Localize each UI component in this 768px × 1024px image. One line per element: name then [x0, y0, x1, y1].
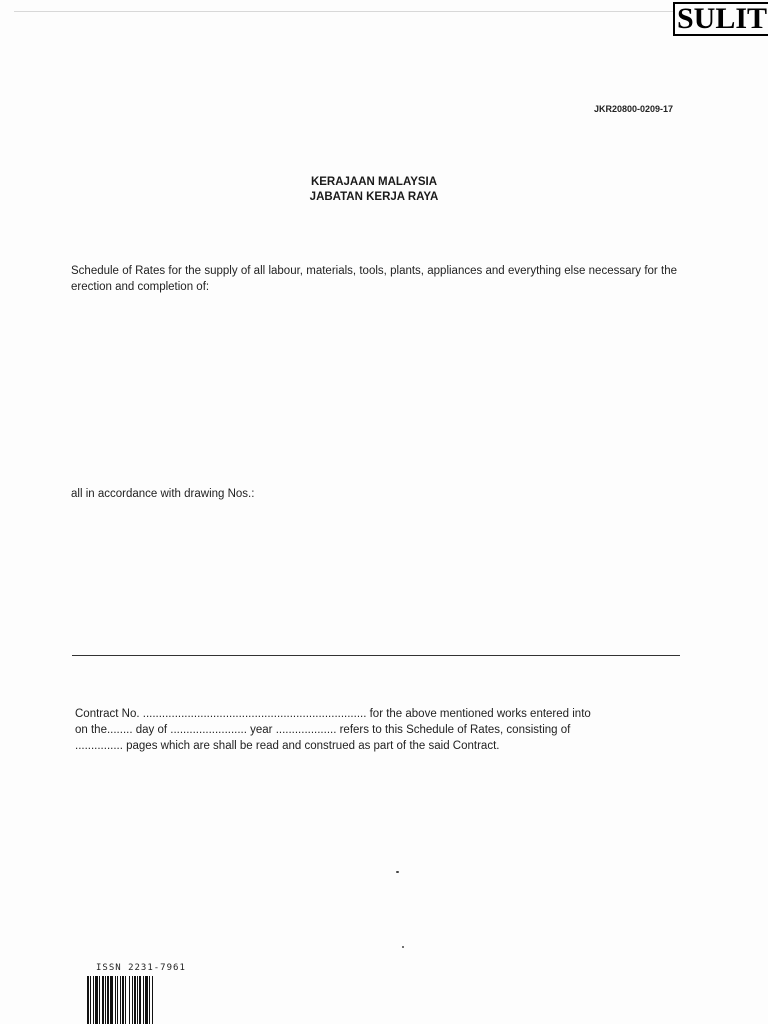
barcode-bar — [137, 976, 138, 1024]
barcode-bar — [149, 976, 150, 1024]
top-scan-rule — [14, 11, 674, 12]
barcode-bar — [120, 976, 121, 1024]
barcode-bar — [105, 976, 106, 1024]
barcode-bar — [134, 976, 136, 1024]
contract-line-3: ............... pages which are shall be read and construed as part of the said Contract. — [75, 740, 500, 752]
heading-department: JABATAN KERJA RAYA — [309, 191, 439, 203]
barcode-bar — [145, 976, 148, 1024]
barcode-bar — [152, 976, 153, 1024]
barcode-bar — [143, 976, 144, 1024]
contract-line-1: Contract No. ...................................................................... for the above mentioned works entered into — [75, 708, 591, 720]
barcode-bar — [102, 976, 104, 1024]
classification-stamp: SULIT — [673, 2, 768, 36]
barcode-bar — [117, 976, 118, 1024]
barcode-bar — [107, 976, 109, 1024]
barcode-bar — [99, 976, 100, 1024]
barcode-bar — [90, 976, 91, 1024]
drawing-numbers-text: all in accordance with drawing Nos.: — [71, 488, 255, 500]
barcode-bar — [95, 976, 98, 1024]
barcode-bar — [87, 976, 89, 1024]
section-divider — [72, 655, 680, 657]
barcode-bar — [93, 976, 94, 1024]
barcode-bar — [122, 976, 124, 1024]
document-heading — [224, 175, 524, 205]
issn-number: ISSN 2231-7961 — [96, 963, 186, 973]
barcode-bar — [110, 976, 113, 1024]
heading-government: KERAJAAN MALAYSIA — [310, 176, 438, 188]
contract-paragraph — [75, 706, 680, 754]
scan-speck — [402, 946, 404, 948]
contract-line-2: on the........ day of ........................ year ................... refers to this Schedule of Rates, consisting of — [75, 724, 571, 736]
barcode-bar — [115, 976, 116, 1024]
barcode-bar — [132, 976, 133, 1024]
barcode-bar — [139, 976, 141, 1024]
schedule-of-rates-text: Schedule of Rates for the supply of all labour, materials, tools, plants, appliances and everything else necessary for the erection and completion of: — [71, 265, 677, 293]
document-code: JKR20800-0209-17 — [593, 104, 673, 114]
barcode — [87, 976, 203, 1024]
scan-speck — [396, 871, 399, 873]
barcode-bar — [125, 976, 126, 1024]
barcode-bar — [129, 976, 130, 1024]
